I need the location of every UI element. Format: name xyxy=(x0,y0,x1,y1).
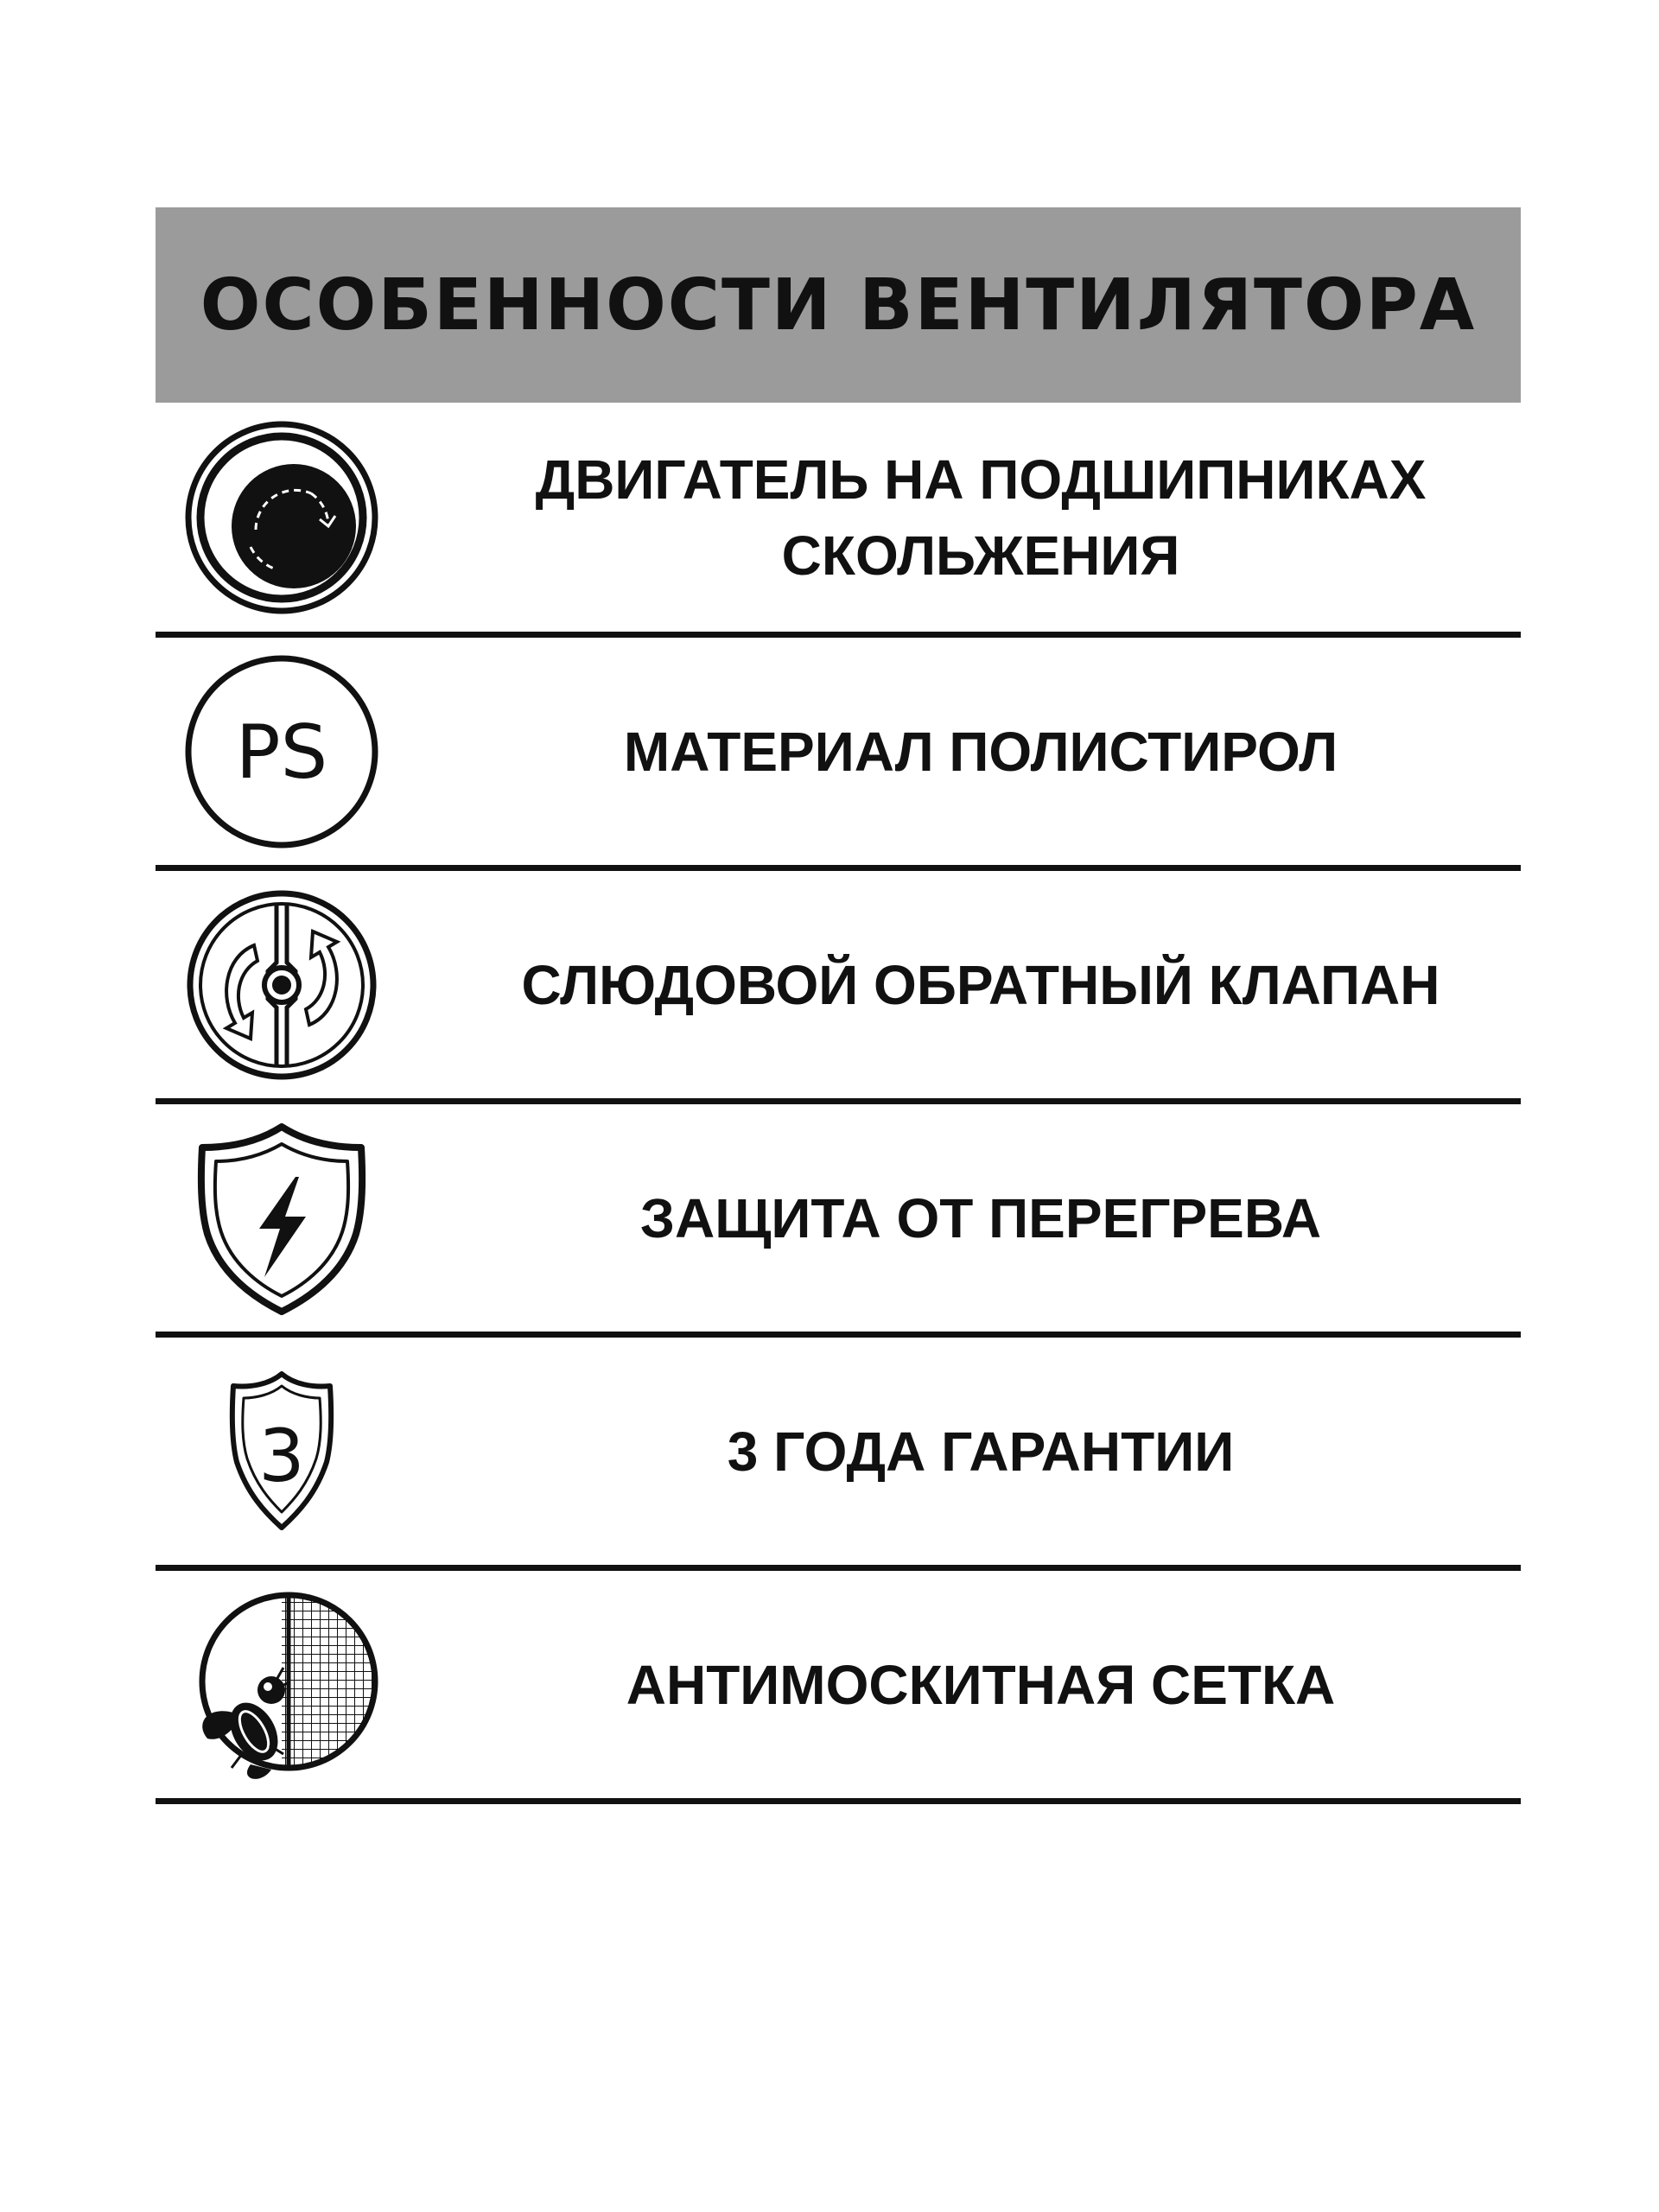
shield-lightning-icon xyxy=(181,1118,382,1319)
header-banner xyxy=(156,207,1521,403)
polystyrene-ps-icon xyxy=(181,652,382,852)
feature-row-bearing xyxy=(156,403,1521,638)
feature-label-bearing xyxy=(441,442,1521,594)
feature-label-overheat xyxy=(441,1180,1521,1256)
feature-label-line: ДВИГАТЕЛЬ НА ПОДШИПНИКАХ xyxy=(535,448,1427,511)
ps-icon-text: PS xyxy=(235,709,328,796)
page-title: ОСОБЕННОСТИ ВЕНТИЛЯТОРА xyxy=(200,264,1477,346)
warranty-shield-icon xyxy=(181,1351,382,1552)
bearing-motor-icon xyxy=(181,417,382,618)
feature-list xyxy=(156,403,1521,1804)
feature-label-line: МАТЕРИАЛ ПОЛИСТИРОЛ xyxy=(623,720,1338,783)
feature-label-line: СКОЛЬЖЕНИЯ xyxy=(781,524,1180,587)
mosquito-net-icon xyxy=(181,1585,382,1785)
feature-label-material xyxy=(441,714,1521,790)
feature-label-valve xyxy=(441,947,1521,1023)
feature-label-mosquito xyxy=(441,1647,1521,1723)
feature-row-overheat xyxy=(156,1104,1521,1338)
feature-row-warranty xyxy=(156,1338,1521,1571)
feature-row-material xyxy=(156,638,1521,871)
feature-label-line: СЛЮДОВОЙ ОБРАТНЫЙ КЛАПАН xyxy=(521,953,1440,1016)
warranty-icon-text: 3 xyxy=(258,1413,305,1498)
check-valve-icon xyxy=(181,885,382,1085)
feature-label-line: АНТИМОСКИТНАЯ СЕТКА xyxy=(626,1653,1336,1716)
feature-label-warranty xyxy=(441,1414,1521,1490)
feature-label-line: 3 ГОДА ГАРАНТИИ xyxy=(727,1420,1235,1483)
feature-label-line: ЗАЩИТА ОТ ПЕРЕГРЕВА xyxy=(639,1186,1322,1249)
feature-row-mosquito xyxy=(156,1571,1521,1804)
feature-row-valve xyxy=(156,871,1521,1104)
